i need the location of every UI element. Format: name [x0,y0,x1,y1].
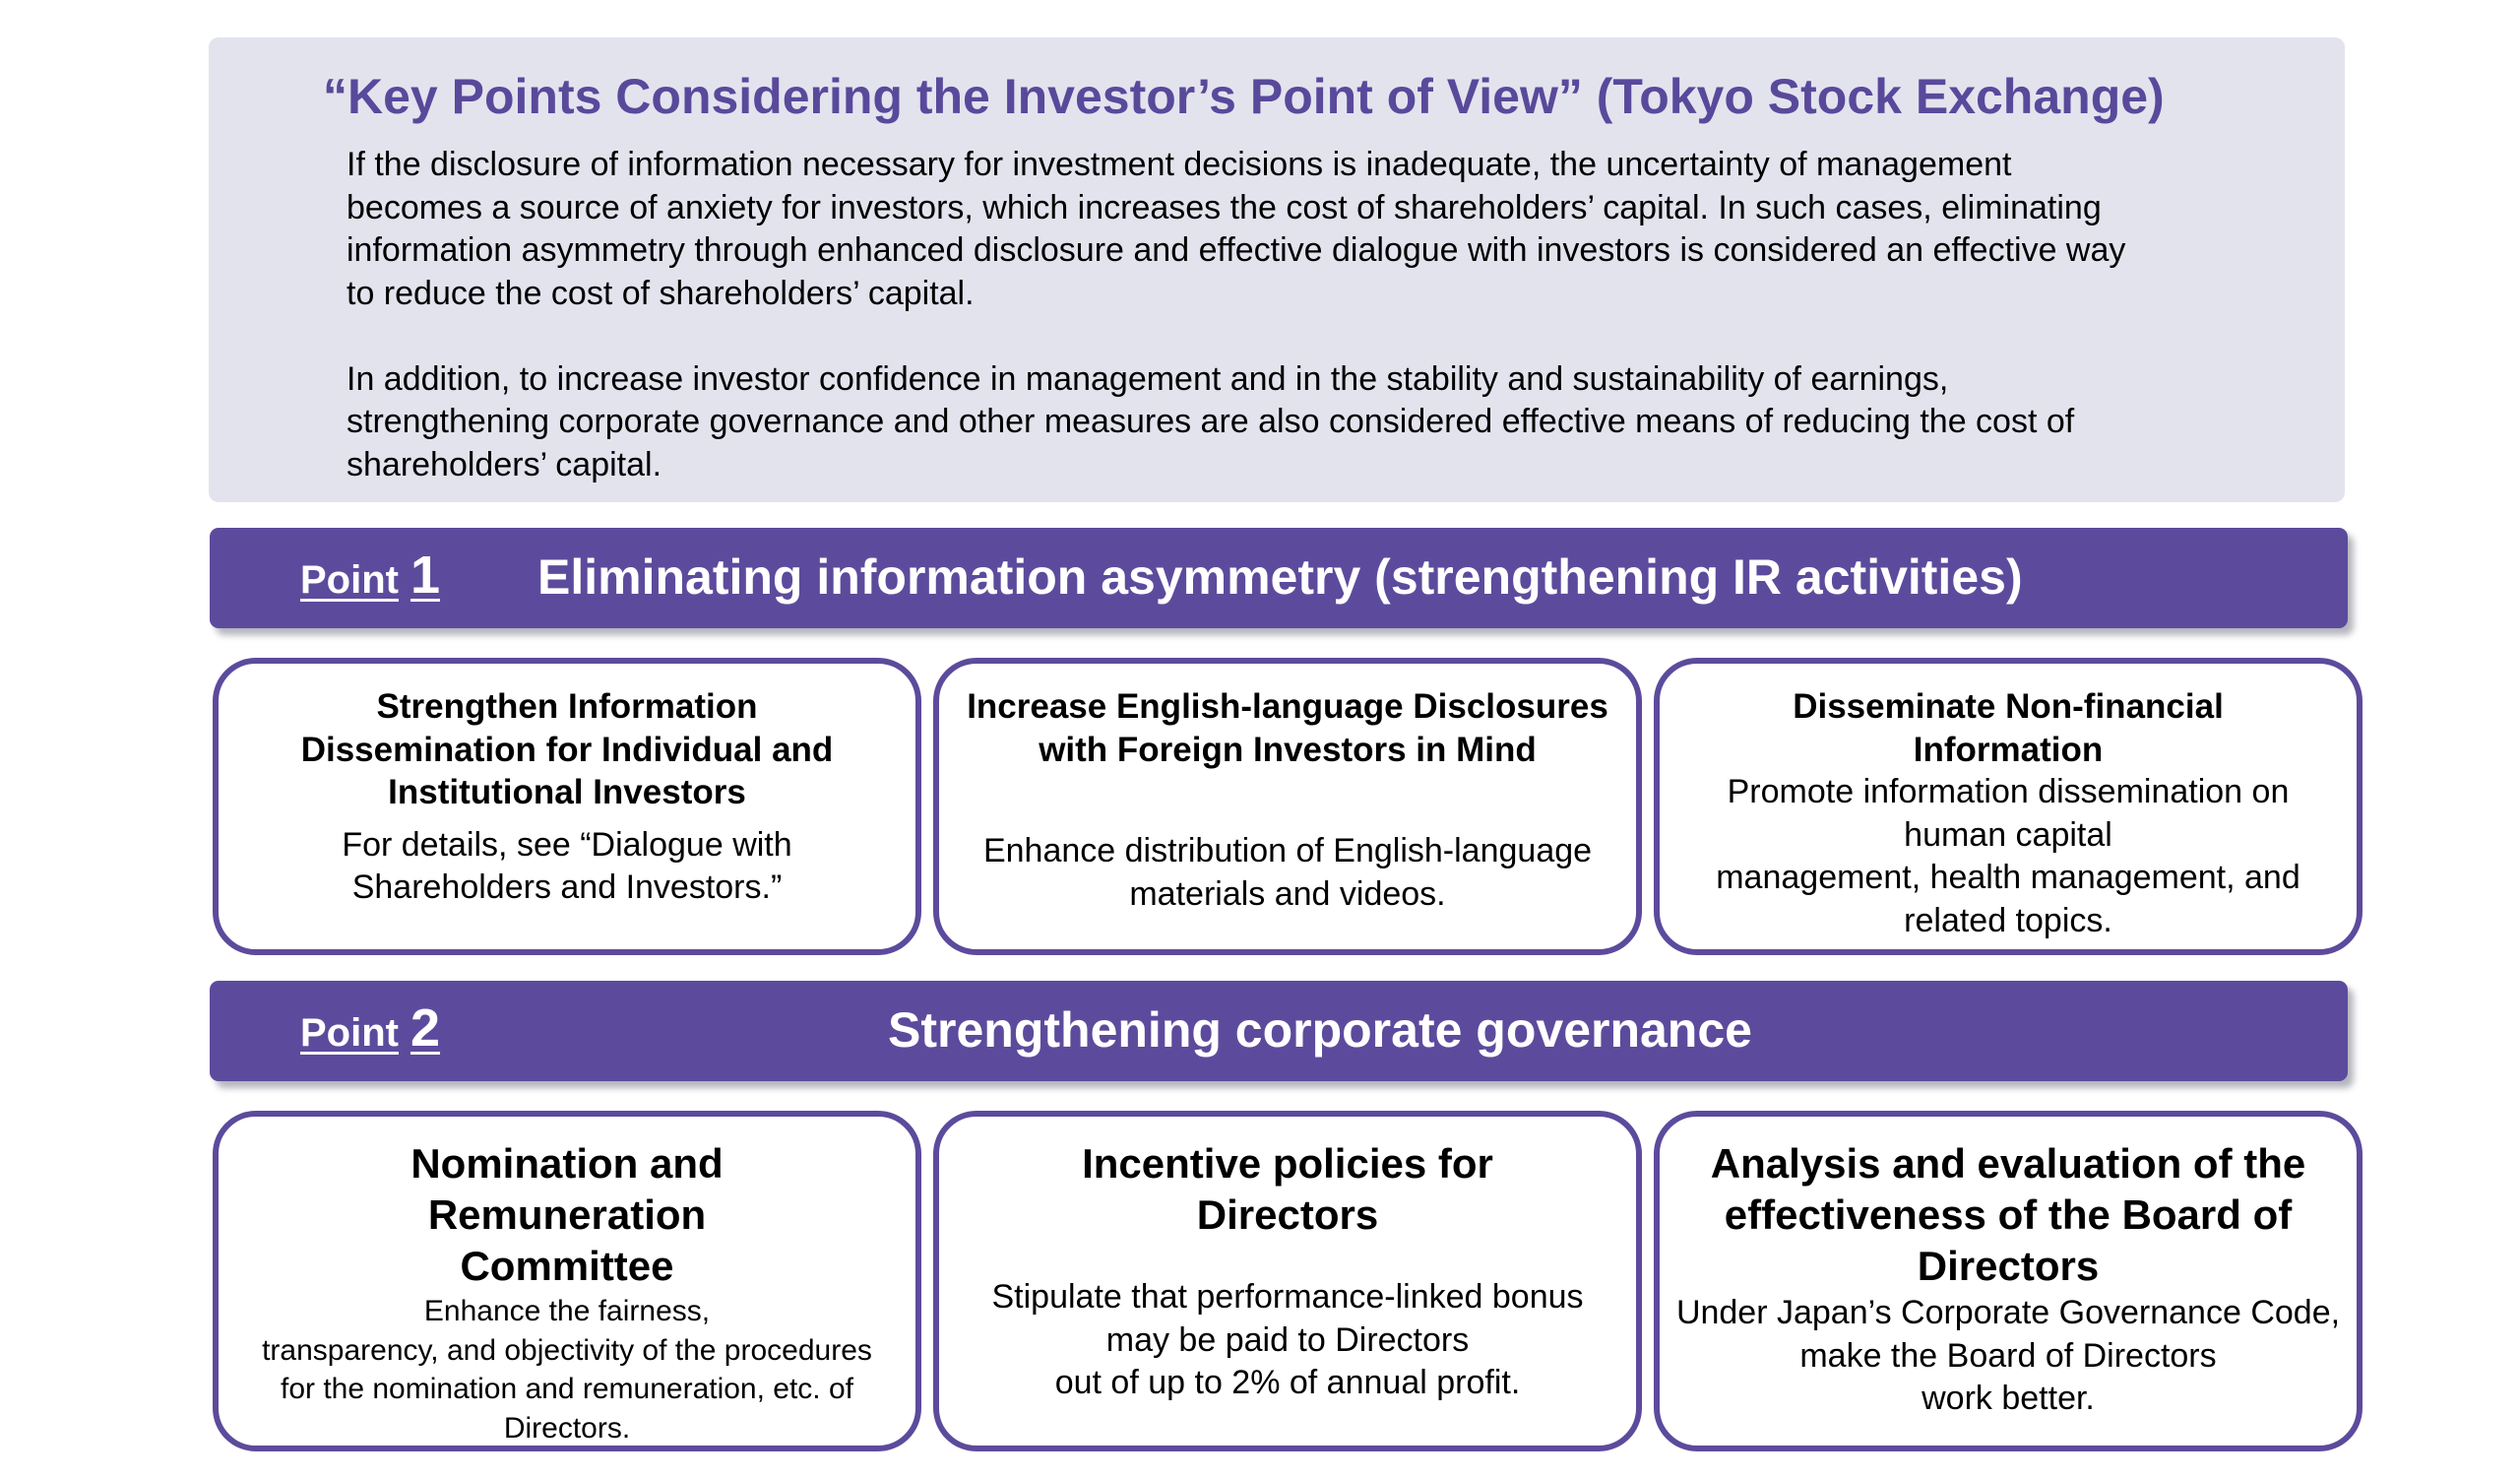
card-title-line: Directors [1196,1191,1379,1238]
card-desc-line: Under Japan’s Corporate Governance Code, [1675,1294,2341,1331]
intro-paragraph-2 [346,358,2296,487]
card-title-line: with Foreign Investors in Mind [1039,730,1537,769]
card-title-line: Remuneration [427,1191,707,1238]
intro-body [346,144,2296,486]
card-title-line: Analysis and evaluation of the [1710,1140,2306,1187]
card-desc-line: For details, see “Dialogue with [342,825,792,864]
card-desc-line: management, health management, and [1716,859,2300,896]
card-title-line: effectiveness of the Board of [1724,1191,2293,1238]
intro-line: strengthening corporate governance and other measures are also considered effective means of reducing the cost of [346,403,2075,440]
card-desc-line: materials and videos. [1129,874,1446,913]
point-1-banner [210,528,2348,628]
card-description [939,1241,1636,1405]
card-title [1660,664,2357,771]
card-desc-line: Enhance distribution of English-language [982,832,1593,869]
point-2-title: Strengthening corporate governance [888,1002,1752,1058]
card-description [219,1292,915,1447]
intro-line: becomes a source of anxiety for investors, which increases the cost of shareholders’ capital. In such cases, eliminating [346,188,2102,226]
card-title [219,1117,915,1292]
intro-line: information asymmetry through enhanced disclosure and effective dialogue with investors is considered an effective way [346,231,2126,269]
intro-paragraph-1 [346,144,2296,315]
card-desc-line: Directors. [503,1411,631,1445]
intro-line: to reduce the cost of shareholders’ capital. [346,274,975,312]
point-2-banner [210,981,2348,1081]
card-title-line: Incentive policies for [1082,1140,1493,1187]
card-nomination-remuneration-committee [213,1111,921,1451]
intro-panel [209,37,2345,502]
point-word: Point [300,558,399,602]
card-title [939,1117,1636,1241]
card-desc-line: Stipulate that performance-linked bonus [991,1278,1584,1316]
card-title [939,664,1636,771]
card-desc-line: Promote information dissemination on [1727,773,2290,810]
card-desc-line: Enhance the fairness, [423,1295,711,1327]
card-description [1660,771,2357,942]
card-title [219,664,915,814]
card-non-financial-information [1654,658,2362,955]
card-desc-line: related topics. [1904,901,2112,939]
card-desc-line: make the Board of Directors [1799,1336,2217,1375]
intro-title: “Key Points Considering the Investor’s Point of View” (Tokyo Stock Exchange) [323,69,2165,124]
card-title-line: Dissemination for Individual and [300,730,834,769]
card-english-disclosures [933,658,1642,955]
intro-line: shareholders’ capital. [346,445,662,483]
point-word: Point [300,1011,399,1055]
point-number: 1 [410,546,441,605]
card-description [939,771,1636,916]
card-desc-line: for the nomination and remuneration, etc. of [280,1373,853,1405]
card-board-effectiveness [1654,1111,2362,1451]
card-title-line: Information [1913,730,2104,769]
point-number: 2 [410,998,441,1058]
card-desc-line: Shareholders and Investors.” [351,868,783,906]
intro-line: In addition, to increase investor confidence in management and in the stability and sustainability of earnings, [346,359,1949,398]
card-description [1660,1292,2357,1421]
intro-line: If the disclosure of information necessary for investment decisions is inadequate, the uncertainty of management [346,146,2012,183]
point-1-label [300,546,440,618]
card-title-line: Directors [1917,1243,2100,1289]
card-desc-line: work better. [1922,1380,2095,1417]
card-title-line: Increase English-language Disclosures [967,687,1608,726]
card-title-line: Strengthen Information [376,687,758,726]
card-title-line: Committee [460,1243,674,1289]
card-incentive-policies [933,1111,1642,1451]
card-description [219,814,915,910]
card-desc-line: transparency, and objectivity of the procedures [262,1333,872,1367]
point-1-title: Eliminating information asymmetry (strengthening IR activities) [537,549,2023,605]
card-title-line: Institutional Investors [388,773,746,811]
card-desc-line: may be paid to Directors [1105,1320,1470,1359]
card-individual-institutional-investors [213,658,921,955]
card-title-line: Nomination and [410,1140,724,1187]
card-desc-line: out of up to 2% of annual profit. [1054,1364,1521,1401]
card-title-line: Disseminate Non-financial [1793,687,2224,726]
card-title [1660,1117,2357,1292]
card-desc-line: human capital [1904,815,2112,854]
